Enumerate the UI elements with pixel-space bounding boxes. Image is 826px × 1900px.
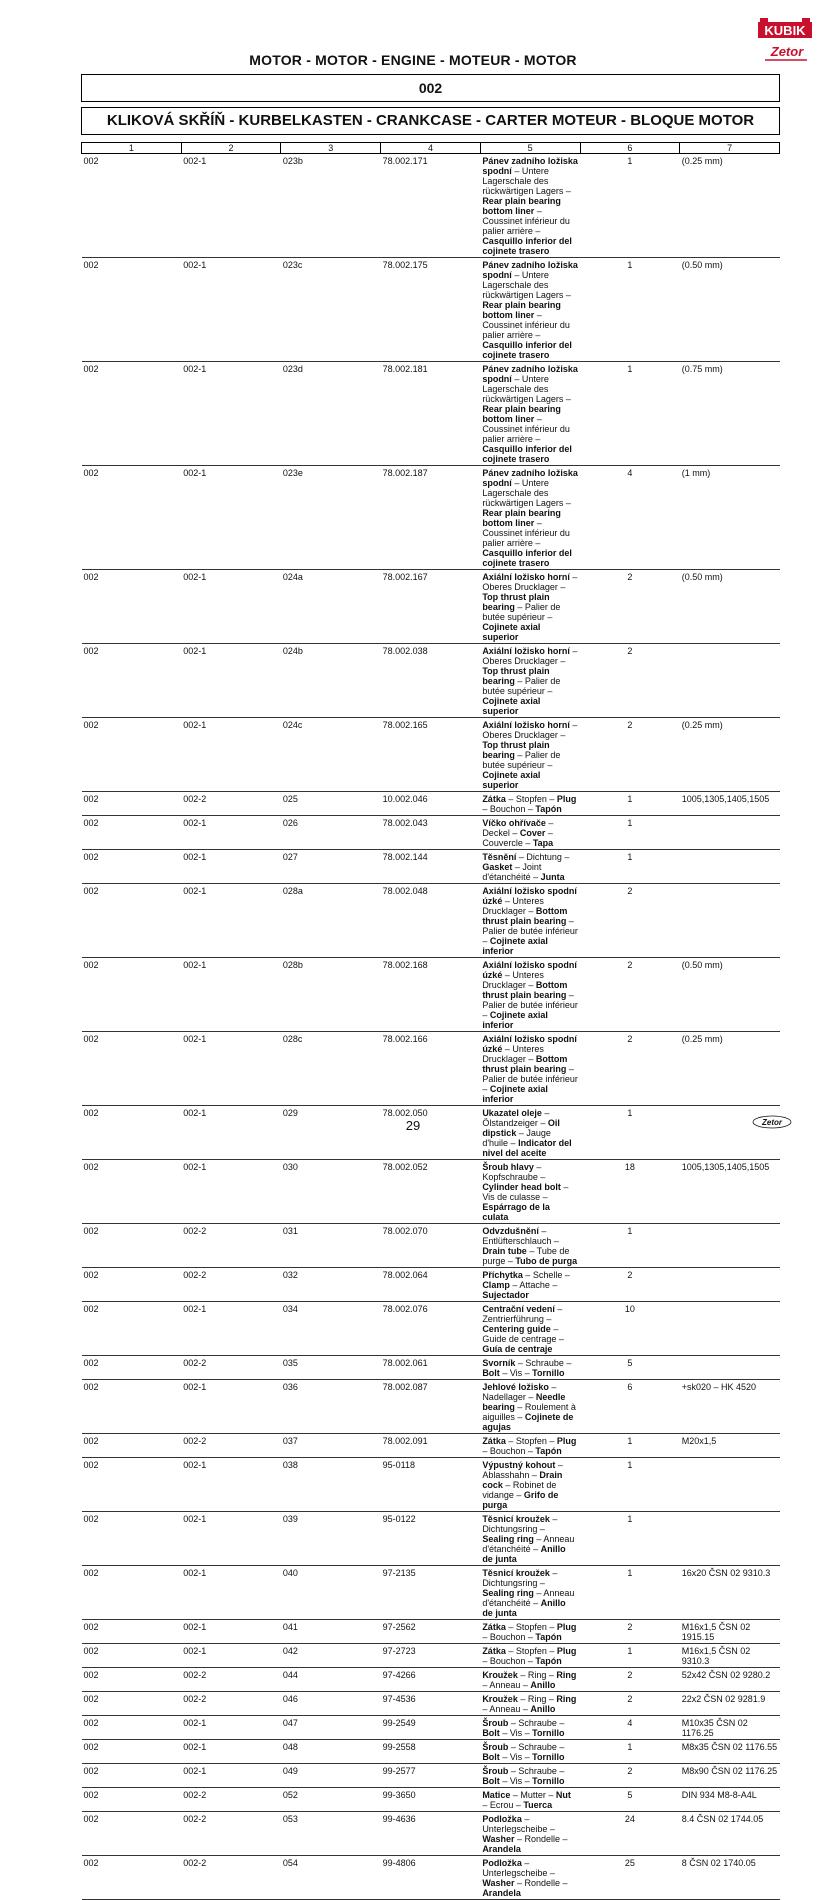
subgroup-cell: 002-2: [181, 792, 281, 816]
note-cell: [680, 1458, 780, 1512]
quantity-cell: 5: [580, 1788, 680, 1812]
subgroup-cell: 002-2: [181, 1788, 281, 1812]
description-cell: Šroub – Schraube – Bolt – Vis – Tornillo: [480, 1740, 580, 1764]
description-cell: Kroužek – Ring – Ring – Anneau – Anillo: [480, 1668, 580, 1692]
position-cell: 044: [281, 1668, 381, 1692]
table-row: [82, 1716, 780, 1740]
description-cell: Šroub hlavy – Kopfschraube – Cylinder head bolt – Vis de culasse – Espárrago de la culata: [480, 1160, 580, 1224]
part-number-cell: 97-4266: [381, 1668, 481, 1692]
position-cell: 027: [281, 850, 381, 884]
part-number-cell: 78.002.070: [381, 1224, 481, 1268]
table-row: [82, 1620, 780, 1644]
table-row: [82, 1512, 780, 1566]
note-cell: (0.50 mm): [680, 958, 780, 1032]
description-cell: Pánev zadního ložiska spodní – Untere Lagerschale des rückwärtigen Lagers – Rear plain bearing bottom liner – Coussinet inférieur du palier arrière – Casquillo inferior del cojinete trasero: [480, 154, 580, 258]
quantity-cell: 1: [580, 816, 680, 850]
note-cell: M16x1,5 ČSN 02 1915.15: [680, 1620, 780, 1644]
page-number: 29: [405, 1118, 421, 1133]
part-number-cell: 95-0118: [381, 1458, 481, 1512]
table-row: [82, 1856, 780, 1900]
column-header-1: 1: [82, 143, 182, 154]
subgroup-cell: 002-1: [181, 1644, 281, 1668]
column-header-4: 4: [381, 143, 481, 154]
subgroup-cell: 002-1: [181, 1302, 281, 1356]
part-number-cell: 78.002.165: [381, 718, 481, 792]
note-cell: M16x1,5 ČSN 02 9310.3: [680, 1644, 780, 1668]
part-number-cell: 97-2723: [381, 1644, 481, 1668]
position-cell: 034: [281, 1302, 381, 1356]
group-cell: 002: [82, 644, 182, 718]
column-header-6: 6: [580, 143, 680, 154]
table-row: [82, 1380, 780, 1434]
group-cell: 002: [82, 884, 182, 958]
group-cell: 002: [82, 1512, 182, 1566]
quantity-cell: 2: [580, 884, 680, 958]
subgroup-cell: 002-1: [181, 1032, 281, 1106]
description-cell: Axiální ložisko spodní úzké – Unteres Drucklager – Bottom thrust plain bearing – Palier de butée inférieur – Cojinete axial inferior: [480, 958, 580, 1032]
group-cell: 002: [82, 1668, 182, 1692]
position-cell: 047: [281, 1716, 381, 1740]
position-cell: 029: [281, 1106, 381, 1160]
position-cell: 053: [281, 1812, 381, 1856]
quantity-cell: 1: [580, 850, 680, 884]
table-row: [82, 1356, 780, 1380]
quantity-cell: 1: [580, 1644, 680, 1668]
part-number-cell: 78.002.043: [381, 816, 481, 850]
part-number-cell: 78.002.052: [381, 1160, 481, 1224]
subgroup-cell: 002-1: [181, 362, 281, 466]
position-cell: 049: [281, 1764, 381, 1788]
part-number-cell: 78.002.166: [381, 1032, 481, 1106]
table-header-row: [82, 143, 780, 154]
quantity-cell: 1: [580, 258, 680, 362]
group-cell: 002: [82, 1356, 182, 1380]
table-row: [82, 466, 780, 570]
position-cell: 024b: [281, 644, 381, 718]
position-cell: 028a: [281, 884, 381, 958]
note-cell: [680, 644, 780, 718]
group-cell: 002: [82, 1032, 182, 1106]
group-cell: 002: [82, 816, 182, 850]
part-number-cell: 99-2549: [381, 1716, 481, 1740]
part-number-cell: 78.002.181: [381, 362, 481, 466]
group-cell: 002: [82, 1302, 182, 1356]
quantity-cell: 5: [580, 1356, 680, 1380]
position-cell: 036: [281, 1380, 381, 1434]
subgroup-cell: 002-1: [181, 884, 281, 958]
parts-table: [81, 142, 780, 1900]
description-cell: Axiální ložisko horní – Oberes Drucklager – Top thrust plain bearing – Palier de butée supérieur – Cojinete axial superior: [480, 644, 580, 718]
quantity-cell: 2: [580, 1620, 680, 1644]
quantity-cell: 24: [580, 1812, 680, 1856]
table-row: [82, 850, 780, 884]
subgroup-cell: 002-2: [181, 1434, 281, 1458]
svg-text:Zetor: Zetor: [762, 1118, 782, 1127]
note-cell: 52x42 ČSN 02 9280.2: [680, 1668, 780, 1692]
position-cell: 037: [281, 1434, 381, 1458]
note-cell: (0.25 mm): [680, 154, 780, 258]
table-row: [82, 1644, 780, 1668]
part-number-cell: 78.002.167: [381, 570, 481, 644]
quantity-cell: 2: [580, 644, 680, 718]
note-cell: +sk020 – HK 4520: [680, 1380, 780, 1434]
subgroup-cell: 002-2: [181, 1856, 281, 1900]
note-cell: [680, 1356, 780, 1380]
part-number-cell: 99-4806: [381, 1856, 481, 1900]
subgroup-cell: 002-2: [181, 1356, 281, 1380]
subgroup-cell: 002-1: [181, 1740, 281, 1764]
description-cell: Podložka – Unterlegscheibe – Washer – Rondelle – Arandela: [480, 1812, 580, 1856]
subgroup-cell: 002-2: [181, 1268, 281, 1302]
zetor-footer-logo: [752, 1115, 792, 1129]
position-cell: 026: [281, 816, 381, 850]
description-cell: Svorník – Schraube – Bolt – Vis – Tornillo: [480, 1356, 580, 1380]
description-cell: Zátka – Stopfen – Plug – Bouchon – Tapón: [480, 1434, 580, 1458]
part-number-cell: 99-4636: [381, 1812, 481, 1856]
quantity-cell: 1: [580, 362, 680, 466]
position-cell: 023d: [281, 362, 381, 466]
table-row: [82, 1160, 780, 1224]
description-cell: Těsnicí kroužek – Dichtungsring – Sealing ring – Anneau d'étanchéité – Anillo de junta: [480, 1512, 580, 1566]
table-row: [82, 1788, 780, 1812]
group-cell: 002: [82, 1620, 182, 1644]
quantity-cell: 2: [580, 1668, 680, 1692]
subgroup-cell: 002-1: [181, 466, 281, 570]
part-number-cell: 78.002.144: [381, 850, 481, 884]
description-cell: Axiální ložisko horní – Oberes Drucklager – Top thrust plain bearing – Palier de butée supérieur – Cojinete axial superior: [480, 718, 580, 792]
position-cell: 054: [281, 1856, 381, 1900]
description-cell: Odvzdušnění – Entlüfterschlauch – Drain tube – Tube de purge – Tubo de purga: [480, 1224, 580, 1268]
description-cell: Šroub – Schraube – Bolt – Vis – Tornillo: [480, 1716, 580, 1740]
description-cell: Zátka – Stopfen – Plug – Bouchon – Tapón: [480, 792, 580, 816]
part-number-cell: 95-0122: [381, 1512, 481, 1566]
part-number-cell: 78.002.087: [381, 1380, 481, 1434]
group-cell: 002: [82, 1764, 182, 1788]
description-cell: Podložka – Unterlegscheibe – Washer – Rondelle – Arandela: [480, 1856, 580, 1900]
note-cell: (0.75 mm): [680, 362, 780, 466]
note-cell: 8 ČSN 02 1740.05: [680, 1856, 780, 1900]
part-number-cell: 97-2135: [381, 1566, 481, 1620]
description-cell: Axiální ložisko spodní úzké – Unteres Drucklager – Bottom thrust plain bearing – Palier de butée inférieur – Cojinete axial inferior: [480, 884, 580, 958]
part-number-cell: 99-2558: [381, 1740, 481, 1764]
note-cell: [680, 816, 780, 850]
quantity-cell: 4: [580, 1716, 680, 1740]
quantity-cell: 10: [580, 1302, 680, 1356]
part-number-cell: 78.002.187: [381, 466, 481, 570]
column-header-3: 3: [281, 143, 381, 154]
quantity-cell: 2: [580, 1032, 680, 1106]
group-cell: 002: [82, 570, 182, 644]
subgroup-cell: 002-1: [181, 154, 281, 258]
part-number-cell: 78.002.175: [381, 258, 481, 362]
position-cell: 032: [281, 1268, 381, 1302]
note-cell: [680, 884, 780, 958]
note-cell: (0.50 mm): [680, 258, 780, 362]
table-row: [82, 154, 780, 258]
table-row: [82, 792, 780, 816]
note-cell: 1005,1305,1405,1505: [680, 1160, 780, 1224]
position-cell: 025: [281, 792, 381, 816]
group-cell: 002: [82, 258, 182, 362]
table-row: [82, 1692, 780, 1716]
group-cell: 002: [82, 958, 182, 1032]
subgroup-cell: 002-1: [181, 850, 281, 884]
note-cell: [680, 850, 780, 884]
position-cell: 048: [281, 1740, 381, 1764]
position-cell: 039: [281, 1512, 381, 1566]
quantity-cell: 6: [580, 1380, 680, 1434]
group-cell: 002: [82, 1740, 182, 1764]
group-cell: 002: [82, 1566, 182, 1620]
group-cell: 002: [82, 362, 182, 466]
subgroup-cell: 002-1: [181, 644, 281, 718]
quantity-cell: 2: [580, 1764, 680, 1788]
group-title: KLIKOVÁ SKŘÍŇ - KURBELKASTEN - CRANKCASE - CARTER MOTEUR - BLOQUE MOTOR: [81, 107, 780, 135]
table-row: [82, 1434, 780, 1458]
description-cell: Pánev zadního ložiska spodní – Untere Lagerschale des rückwärtigen Lagers – Rear plain bearing bottom liner – Coussinet inférieur du palier arrière – Casquillo inferior del cojinete trasero: [480, 362, 580, 466]
group-cell: 002: [82, 1644, 182, 1668]
group-cell: 002: [82, 850, 182, 884]
subgroup-cell: 002-2: [181, 1668, 281, 1692]
description-cell: Kroužek – Ring – Ring – Anneau – Anillo: [480, 1692, 580, 1716]
note-cell: M8x35 ČSN 02 1176.55: [680, 1740, 780, 1764]
position-cell: 042: [281, 1644, 381, 1668]
part-number-cell: 10.002.046: [381, 792, 481, 816]
quantity-cell: 1: [580, 154, 680, 258]
note-cell: [680, 1268, 780, 1302]
group-cell: 002: [82, 1788, 182, 1812]
position-cell: 024c: [281, 718, 381, 792]
description-cell: Těsnění – Dichtung – Gasket – Joint d'étanchéité – Junta: [480, 850, 580, 884]
group-cell: 002: [82, 1434, 182, 1458]
position-cell: 031: [281, 1224, 381, 1268]
subgroup-cell: 002-1: [181, 718, 281, 792]
group-code: 002: [81, 74, 780, 102]
group-cell: 002: [82, 154, 182, 258]
note-cell: (1 mm): [680, 466, 780, 570]
group-cell: 002: [82, 1106, 182, 1160]
part-number-cell: 99-2577: [381, 1764, 481, 1788]
description-cell: Ukazatel oleje – Ölstandzeiger – Oil dipstick – Jauge d'huile – Indicator del nivel del aceite: [480, 1106, 580, 1160]
position-cell: 028c: [281, 1032, 381, 1106]
section-header: MOTOR - MOTOR - ENGINE - MOTEUR - MOTOR: [249, 52, 577, 68]
position-cell: 030: [281, 1160, 381, 1224]
note-cell: [680, 1512, 780, 1566]
table-row: [82, 362, 780, 466]
part-number-cell: 78.002.050: [381, 1106, 481, 1160]
note-cell: DIN 934 M8-8-A4L: [680, 1788, 780, 1812]
subgroup-cell: 002-1: [181, 1380, 281, 1434]
column-header-2: 2: [181, 143, 281, 154]
note-cell: 16x20 ČSN 02 9310.3: [680, 1566, 780, 1620]
position-cell: 040: [281, 1566, 381, 1620]
note-cell: (0.25 mm): [680, 718, 780, 792]
subgroup-cell: 002-1: [181, 570, 281, 644]
note-cell: 8.4 ČSN 02 1744.05: [680, 1812, 780, 1856]
table-row: [82, 1032, 780, 1106]
description-cell: Výpustný kohout – Ablasshahn – Drain cock – Robinet de vidange – Grifo de purga: [480, 1458, 580, 1512]
quantity-cell: 1: [580, 1740, 680, 1764]
description-cell: Pánev zadního ložiska spodní – Untere Lagerschale des rückwärtigen Lagers – Rear plain bearing bottom liner – Coussinet inférieur du palier arrière – Casquillo inferior del cojinete trasero: [480, 258, 580, 362]
table-row: [82, 1740, 780, 1764]
part-number-cell: 97-2562: [381, 1620, 481, 1644]
note-cell: [680, 1302, 780, 1356]
position-cell: 023e: [281, 466, 381, 570]
part-number-cell: 99-3650: [381, 1788, 481, 1812]
subgroup-cell: 002-1: [181, 1764, 281, 1788]
part-number-cell: 78.002.091: [381, 1434, 481, 1458]
part-number-cell: 78.002.061: [381, 1356, 481, 1380]
position-cell: 038: [281, 1458, 381, 1512]
quantity-cell: 2: [580, 1692, 680, 1716]
quantity-cell: 1: [580, 1458, 680, 1512]
note-cell: (0.25 mm): [680, 1032, 780, 1106]
table-row: [82, 1764, 780, 1788]
quantity-cell: 1: [580, 1224, 680, 1268]
part-number-cell: 78.002.038: [381, 644, 481, 718]
description-cell: Víčko ohřívače – Deckel – Cover – Couvercle – Tapa: [480, 816, 580, 850]
svg-text:Zetor: Zetor: [770, 44, 804, 59]
quantity-cell: 2: [580, 1268, 680, 1302]
subgroup-cell: 002-2: [181, 1692, 281, 1716]
description-cell: Zátka – Stopfen – Plug – Bouchon – Tapón: [480, 1644, 580, 1668]
subgroup-cell: 002-1: [181, 816, 281, 850]
position-cell: 052: [281, 1788, 381, 1812]
quantity-cell: 1: [580, 792, 680, 816]
part-number-cell: 78.002.076: [381, 1302, 481, 1356]
table-row: [82, 958, 780, 1032]
description-cell: Těsnicí kroužek – Dichtungsring – Sealing ring – Anneau d'étanchéité – Anillo de junta: [480, 1566, 580, 1620]
part-number-cell: 78.002.171: [381, 154, 481, 258]
note-cell: [680, 1224, 780, 1268]
group-cell: 002: [82, 466, 182, 570]
quantity-cell: 18: [580, 1160, 680, 1224]
table-row: [82, 718, 780, 792]
position-cell: 024a: [281, 570, 381, 644]
description-cell: Axiální ložisko horní – Oberes Drucklager – Top thrust plain bearing – Palier de butée supérieur – Cojinete axial superior: [480, 570, 580, 644]
table-row: [82, 1268, 780, 1302]
table-row: [82, 816, 780, 850]
description-cell: Zátka – Stopfen – Plug – Bouchon – Tapón: [480, 1620, 580, 1644]
quantity-cell: 2: [580, 718, 680, 792]
subgroup-cell: 002-1: [181, 1160, 281, 1224]
group-cell: 002: [82, 1268, 182, 1302]
table-row: [82, 1302, 780, 1356]
table-row: [82, 258, 780, 362]
table-row: [82, 1224, 780, 1268]
quantity-cell: 1: [580, 1106, 680, 1160]
part-number-cell: 97-4536: [381, 1692, 481, 1716]
table-row: [82, 570, 780, 644]
part-number-cell: 78.002.168: [381, 958, 481, 1032]
description-cell: Jehlové ložisko – Nadellager – Needle bearing – Roulement à aiguilles – Cojinete de agujas: [480, 1380, 580, 1434]
group-cell: 002: [82, 792, 182, 816]
table-row: [82, 1668, 780, 1692]
table-row: [82, 644, 780, 718]
group-cell: 002: [82, 1856, 182, 1900]
column-header-7: 7: [680, 143, 780, 154]
quantity-cell: 1: [580, 1434, 680, 1458]
subgroup-cell: 002-1: [181, 1566, 281, 1620]
quantity-cell: 1: [580, 1566, 680, 1620]
position-cell: 046: [281, 1692, 381, 1716]
position-cell: 023c: [281, 258, 381, 362]
table-row: [82, 1812, 780, 1856]
svg-text:KUBIK: KUBIK: [764, 23, 806, 38]
description-cell: Šroub – Schraube – Bolt – Vis – Tornillo: [480, 1764, 580, 1788]
note-cell: 1005,1305,1405,1505: [680, 792, 780, 816]
quantity-cell: 25: [580, 1856, 680, 1900]
group-cell: 002: [82, 1458, 182, 1512]
group-cell: 002: [82, 1380, 182, 1434]
subgroup-cell: 002-2: [181, 1812, 281, 1856]
description-cell: Pánev zadního ložiska spodní – Untere Lagerschale des rückwärtigen Lagers – Rear plain bearing bottom liner – Coussinet inférieur du palier arrière – Casquillo inferior del cojinete trasero: [480, 466, 580, 570]
subgroup-cell: 002-1: [181, 1716, 281, 1740]
position-cell: 041: [281, 1620, 381, 1644]
position-cell: 035: [281, 1356, 381, 1380]
note-cell: M8x90 ČSN 02 1176.25: [680, 1764, 780, 1788]
column-header-5: 5: [480, 143, 580, 154]
quantity-cell: 1: [580, 1512, 680, 1566]
quantity-cell: 4: [580, 466, 680, 570]
group-cell: 002: [82, 1160, 182, 1224]
part-number-cell: 78.002.064: [381, 1268, 481, 1302]
table-row: [82, 884, 780, 958]
subgroup-cell: 002-1: [181, 958, 281, 1032]
position-cell: 023b: [281, 154, 381, 258]
description-cell: Matice – Mutter – Nut – Ecrou – Tuerca: [480, 1788, 580, 1812]
quantity-cell: 2: [580, 570, 680, 644]
group-cell: 002: [82, 1812, 182, 1856]
quantity-cell: 2: [580, 958, 680, 1032]
description-cell: Centrační vedení – Zentrierführung – Centering guide – Guide de centrage – Guía de centraje: [480, 1302, 580, 1356]
group-cell: 002: [82, 1224, 182, 1268]
note-cell: M10x35 ČSN 02 1176.25: [680, 1716, 780, 1740]
group-cell: 002: [82, 718, 182, 792]
table-row: [82, 1566, 780, 1620]
subgroup-cell: 002-1: [181, 258, 281, 362]
subgroup-cell: 002-1: [181, 1620, 281, 1644]
group-cell: 002: [82, 1692, 182, 1716]
subgroup-cell: 002-1: [181, 1458, 281, 1512]
position-cell: 028b: [281, 958, 381, 1032]
note-cell: M20x1,5: [680, 1434, 780, 1458]
part-number-cell: 78.002.048: [381, 884, 481, 958]
subgroup-cell: 002-1: [181, 1106, 281, 1160]
note-cell: 22x2 ČSN 02 9281.9: [680, 1692, 780, 1716]
subgroup-cell: 002-2: [181, 1224, 281, 1268]
note-cell: (0.50 mm): [680, 570, 780, 644]
table-row: [82, 1458, 780, 1512]
subgroup-cell: 002-1: [181, 1512, 281, 1566]
group-cell: 002: [82, 1716, 182, 1740]
description-cell: Axiální ložisko spodní úzké – Unteres Drucklager – Bottom thrust plain bearing – Palier de butée inférieur – Cojinete axial inferior: [480, 1032, 580, 1106]
description-cell: Příchytka – Schelle – Clamp – Attache – Sujectador: [480, 1268, 580, 1302]
